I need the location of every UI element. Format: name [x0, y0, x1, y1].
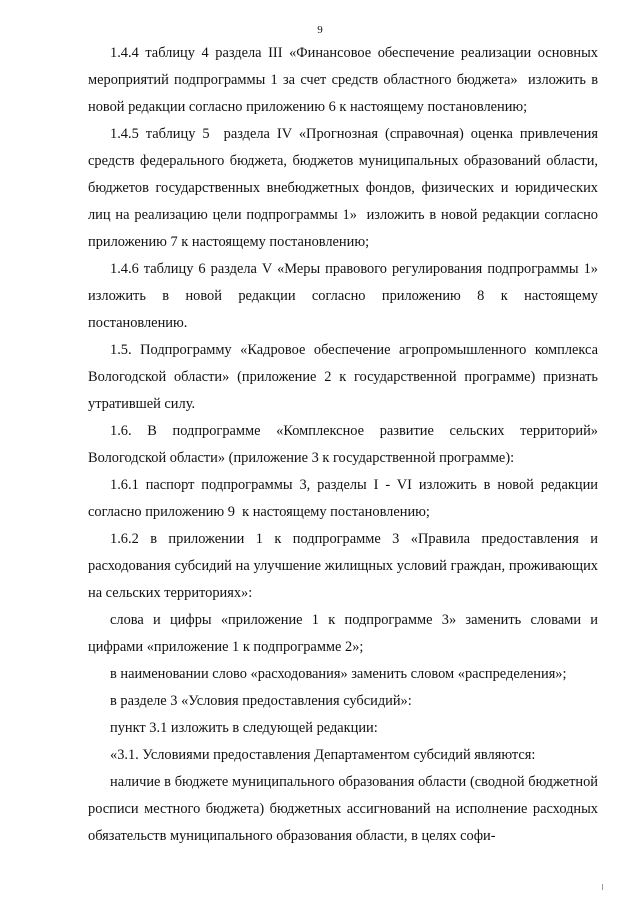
paragraph-section-3: в разделе 3 «Условия предоставления субсидий»:	[110, 693, 412, 709]
document-body	[88, 40, 602, 850]
paragraph-1-4-5: 1.4.5 таблицу 5 раздела IV «Прогнозная (справочная) оценка привлечения средств федерального бюджета, бюджетов муниципальных образований области, бюджетов государственных внебюджетных фондов, физических и юридических лиц на реализацию цели подпрограммы 1» изложить в новой редакции согласно приложению 7 к настоящему постановлению;	[88, 126, 602, 250]
paragraph-1-4-4: 1.4.4 таблицу 4 раздела III «Финансовое обеспечение реализации основных мероприятий подпрограммы 1 за счет средств областного бюджета» изложить в новой редакции согласно приложению 6 к настоящему постановлению;	[88, 45, 602, 115]
paragraph-budget-condition: наличие в бюджете муниципального образования области (сводной бюджетной росписи местного бюджета) бюджетных ассигнований на исполнение расходных обязательств муниципального образования области, в целях софи-	[88, 774, 602, 844]
paragraph-1-6: 1.6. В подпрограмме «Комплексное развитие сельских территорий» Вологодской области» (приложение 3 к государственной программе):	[88, 423, 602, 466]
paragraph-1-6-2: 1.6.2 в приложении 1 к подпрограмме 3 «Правила предоставления и расходования субсидий на улучшение жилищных условий граждан, проживающих на сельских территориях»:	[88, 531, 602, 601]
scan-mark	[602, 884, 603, 890]
paragraph-replace-words: слова и цифры «приложение 1 к подпрограмме 3» заменить словами и цифрами «приложение 1 к подпрограмме 2»;	[88, 612, 602, 655]
paragraph-1-6-1: 1.6.1 паспорт подпрограммы 3, разделы I - VI изложить в новой редакции согласно приложению 9 к настоящему постановлению;	[88, 477, 602, 520]
paragraph-item-3-1: пункт 3.1 изложить в следующей редакции:	[110, 720, 378, 736]
paragraph-1-5: 1.5. Подпрограмму «Кадровое обеспечение агропромышленного комплекса Вологодской области» (приложение 2 к государственной программе) признать утратившей силу.	[88, 342, 602, 412]
paragraph-3-1-conditions: «3.1. Условиями предоставления Департаментом субсидий являются:	[110, 747, 536, 763]
paragraph-1-4-6: 1.4.6 таблицу 6 раздела V «Меры правового регулирования подпрограммы 1» изложить в новой редакции согласно приложению 8 к настоящему постановлению.	[88, 261, 602, 331]
paragraph-title-change: в наименовании слово «расходования» заменить словом «распределения»;	[110, 666, 567, 682]
page-number: 9	[317, 24, 323, 36]
